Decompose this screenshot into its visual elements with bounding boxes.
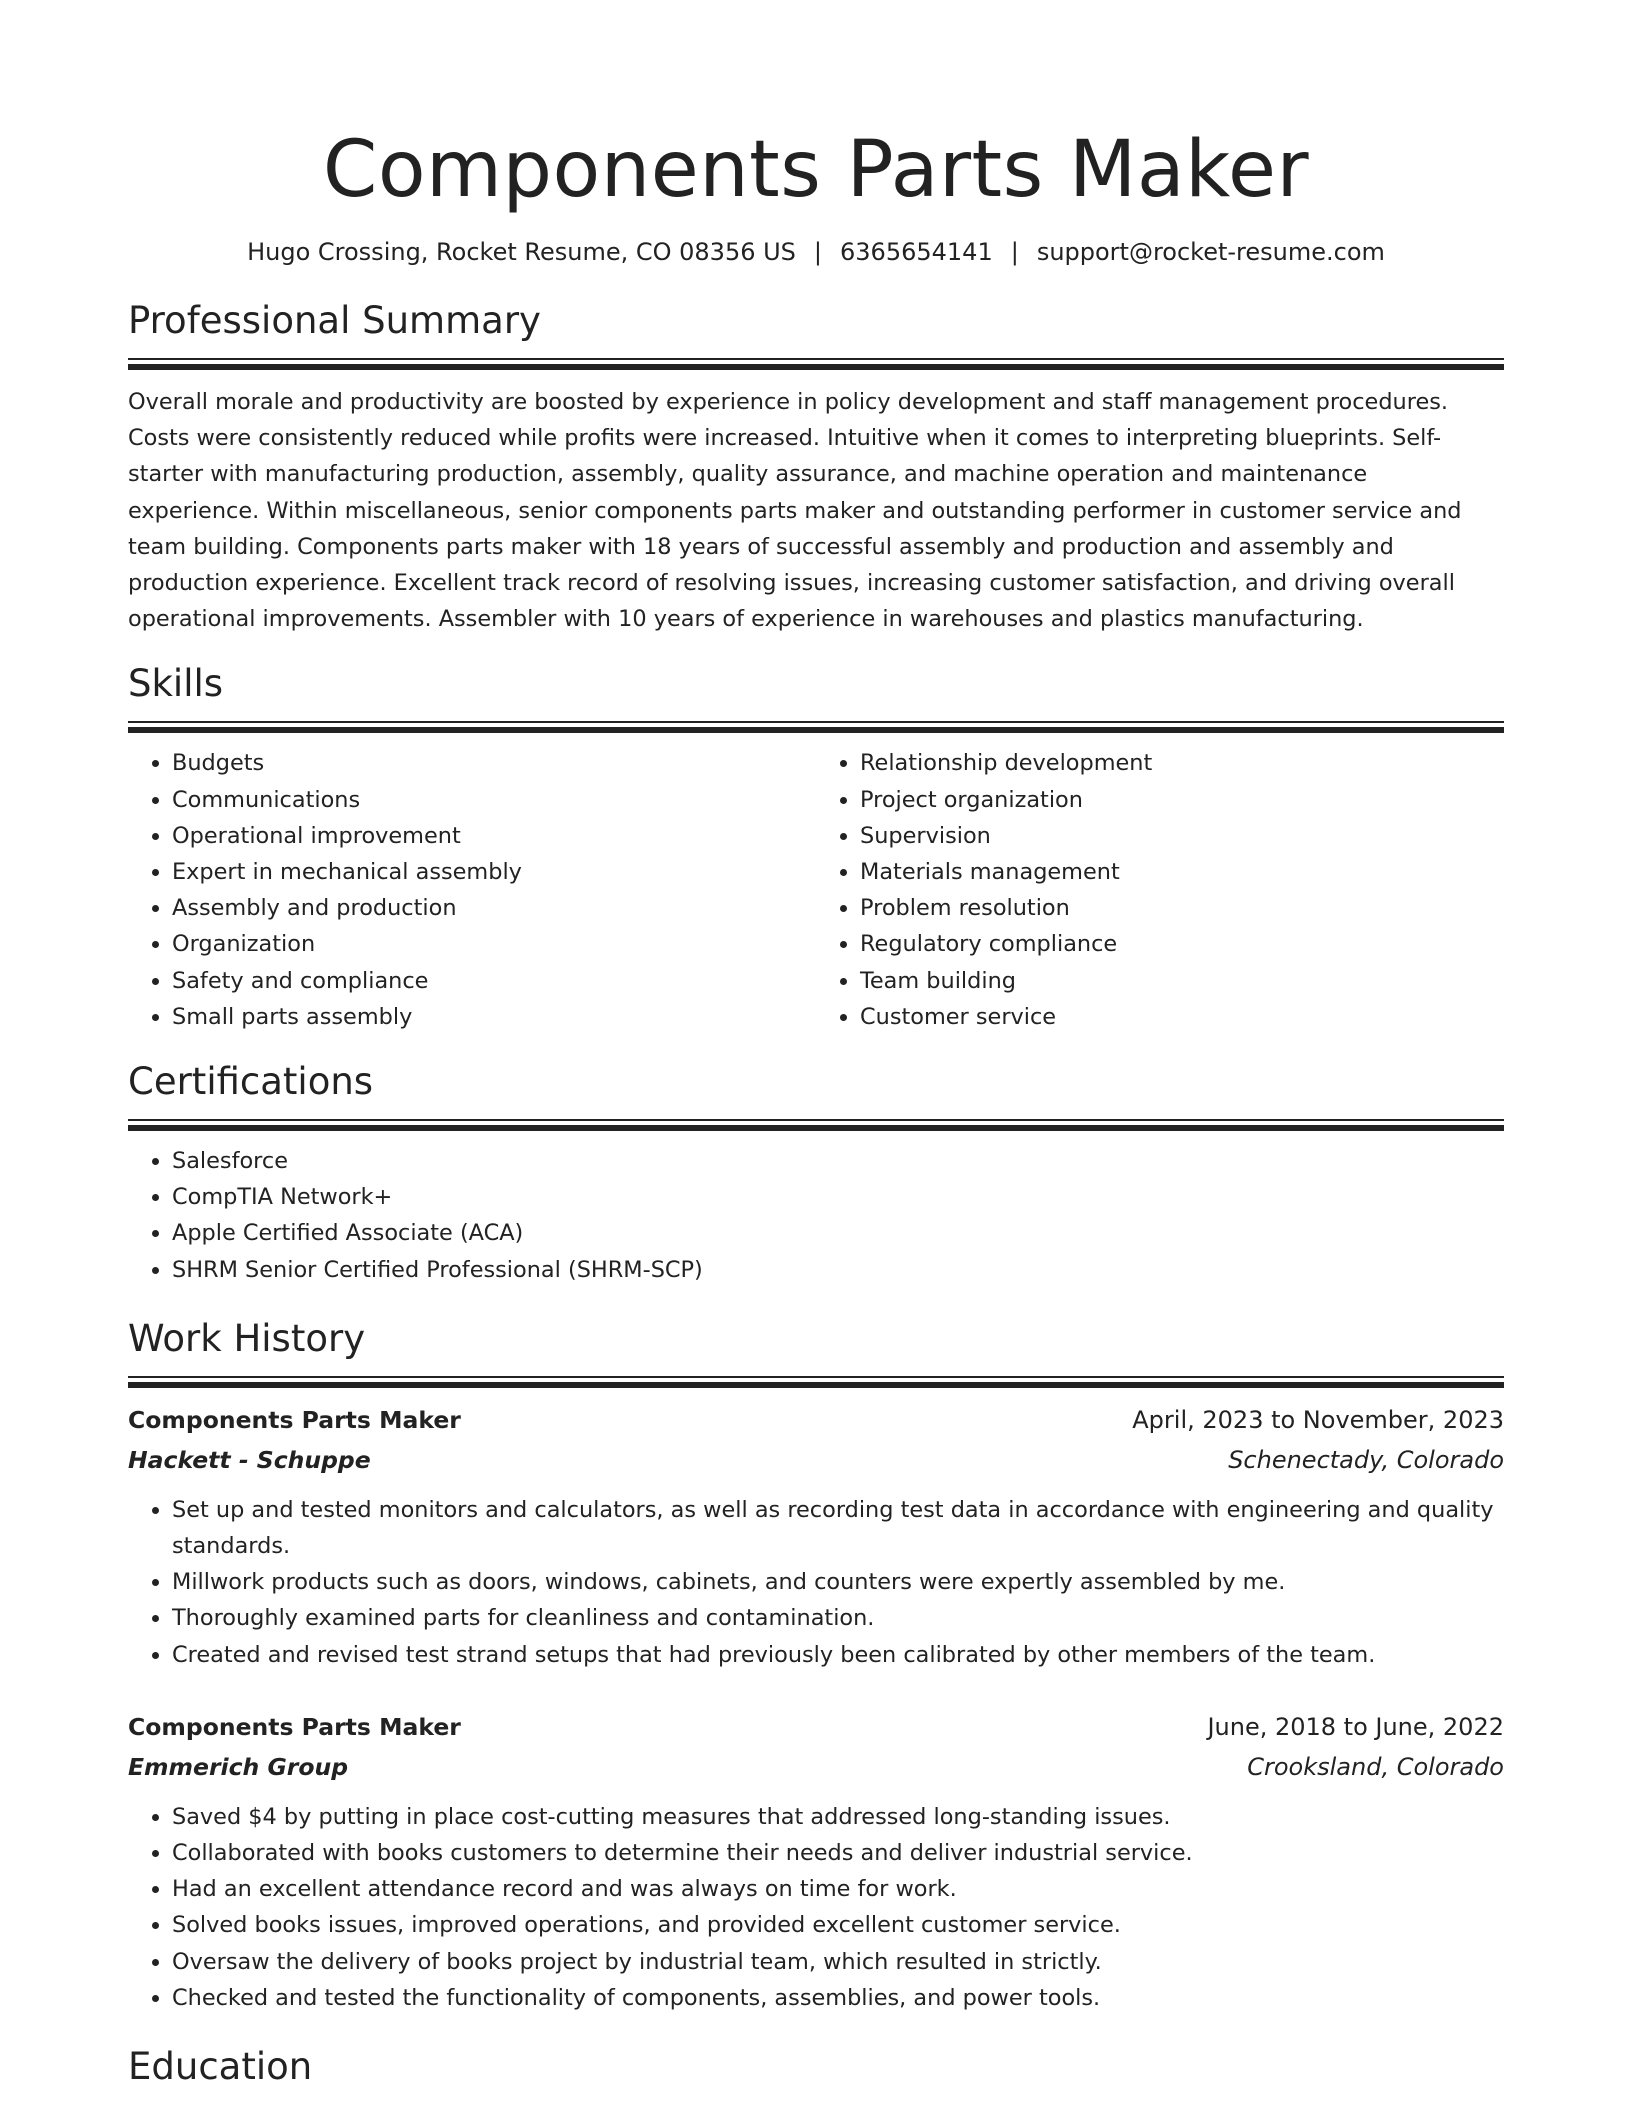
skill-item: • Operational improvement	[172, 818, 816, 854]
job-subheader	[128, 1747, 1504, 1787]
skill-item: • Supervision	[860, 818, 1504, 854]
job-bullet: • Millwork products such as doors, windows, cabinets, and counters were expertly assembled by me.	[172, 1564, 1504, 1600]
job-company: Hackett - Schuppe	[128, 1445, 371, 1474]
job-header	[128, 1400, 1504, 1440]
certification-item: • Salesforce	[172, 1143, 1504, 1179]
skill-item: • Project organization	[860, 782, 1504, 818]
job-bullet: • Created and revised test strand setups that had previously been calibrated by other members of the team.	[172, 1637, 1504, 1673]
job-bullets	[128, 1799, 1504, 2016]
skills-list-left	[128, 745, 816, 1035]
contact-phone: 6365654141	[840, 238, 993, 266]
section-heading-skills: Skills	[128, 662, 224, 706]
certifications-list	[128, 1143, 1504, 1288]
skill-item: • Problem resolution	[860, 890, 1504, 926]
job-bullet: • Saved $4 by putting in place cost-cutting measures that addressed long-standing issues.	[172, 1799, 1504, 1835]
work-history-section	[128, 1316, 1504, 2016]
job-subheader	[128, 1440, 1504, 1480]
section-heading-education: Education	[128, 2045, 313, 2089]
job-bullet: • Oversaw the delivery of books project by industrial team, which resulted in strictly.	[172, 1944, 1504, 1980]
contact-separator: |	[1010, 238, 1019, 266]
skill-item: • Team building	[860, 963, 1504, 999]
section-divider	[128, 1119, 1504, 1131]
skill-item: • Materials management	[860, 854, 1504, 890]
skill-item: • Regulatory compliance	[860, 926, 1504, 962]
job-dates: April, 2023 to November, 2023	[1132, 1405, 1504, 1434]
job-entry	[128, 1400, 1504, 1673]
section-heading-work-history: Work History	[128, 1316, 366, 1360]
skills-section	[128, 661, 1504, 1035]
section-divider	[128, 721, 1504, 733]
job-bullet: • Collaborated with books customers to determine their needs and deliver industrial service.	[172, 1835, 1504, 1871]
job-title: Components Parts Maker	[128, 1405, 461, 1434]
job-entry	[128, 1707, 1504, 2016]
skill-item: • Budgets	[172, 745, 816, 781]
skill-item: • Organization	[172, 926, 816, 962]
certification-item: • CompTIA Network+	[172, 1179, 1504, 1215]
skill-item: • Expert in mechanical assembly	[172, 854, 816, 890]
skill-item: • Communications	[172, 782, 816, 818]
skills-grid	[128, 745, 1504, 1035]
job-bullet: • Set up and tested monitors and calculators, as well as recording test data in accordance with engineering and quality standards.	[172, 1492, 1504, 1564]
job-header	[128, 1707, 1504, 1747]
job-bullet: • Thoroughly examined parts for cleanliness and contamination.	[172, 1600, 1504, 1636]
job-dates: June, 2018 to June, 2022	[1207, 1712, 1504, 1741]
job-bullet: • Checked and tested the functionality of components, assemblies, and power tools.	[172, 1980, 1504, 2016]
summary-section	[128, 298, 1504, 637]
contact-separator: |	[813, 238, 823, 266]
section-divider	[128, 358, 1504, 370]
job-location: Crooksland, Colorado	[1247, 1752, 1504, 1781]
section-heading-summary: Professional Summary	[128, 299, 541, 342]
candidate-name: Components Parts Maker	[322, 125, 1310, 215]
skill-item: • Safety and compliance	[172, 963, 816, 999]
section-divider	[128, 1376, 1504, 1388]
job-bullet: • Solved books issues, improved operations, and provided excellent customer service.	[172, 1907, 1504, 1943]
job-company: Emmerich Group	[128, 1752, 349, 1781]
resume-page	[128, 0, 1504, 2090]
certifications-section	[128, 1059, 1504, 1288]
summary-text: Overall morale and productivity are boosted by experience in policy development and staff management procedures. Costs were consistently reduced while profits were increased. Intuitive when it comes to interpreting blueprints. Self-starter with manufacturing production, assembly, quality assurance, and machine operation and maintenance experience. Within miscellaneous, senior components parts maker and outstanding performer in customer service and team building. Components parts maker with 18 years of successful assembly and production and assembly and production experience. Excellent track record of resolving issues, increasing customer satisfaction, and driving overall operational improvements. Assembler with 10 years of experience in warehouses and plastics manufacturing.	[128, 389, 1462, 633]
skill-item: • Small parts assembly	[172, 999, 816, 1035]
skills-list-right	[816, 745, 1504, 1035]
skill-item: • Customer service	[860, 999, 1504, 1035]
skill-item: • Relationship development	[860, 745, 1504, 781]
job-bullets	[128, 1492, 1504, 1673]
job-location: Schenectady, Colorado	[1228, 1445, 1504, 1474]
contact-email: support@rocket-resume.com	[1036, 238, 1385, 266]
contact-address: Hugo Crossing, Rocket Resume, CO 08356 US	[247, 238, 796, 266]
job-title: Components Parts Maker	[128, 1712, 461, 1741]
education-section	[128, 2044, 1504, 2090]
certification-item: • SHRM Senior Certified Professional (SHRM-SCP)	[172, 1252, 1504, 1288]
certification-item: • Apple Certified Associate (ACA)	[172, 1215, 1504, 1251]
job-bullet: • Had an excellent attendance record and was always on time for work.	[172, 1871, 1504, 1907]
section-heading-certifications: Certifications	[128, 1060, 374, 1104]
contact-line	[128, 236, 1504, 268]
skill-item: • Assembly and production	[172, 890, 816, 926]
